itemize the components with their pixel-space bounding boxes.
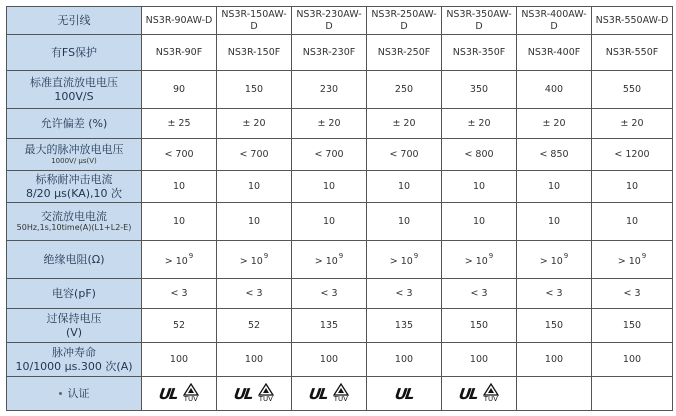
cell: 100 <box>367 343 442 377</box>
cell: 135 <box>367 309 442 343</box>
row-model-fs <box>7 35 673 71</box>
cell <box>292 241 367 279</box>
cell: 10 <box>292 171 367 203</box>
row-impulse-current <box>7 171 673 203</box>
cert-cell <box>142 377 217 411</box>
row-impulse-voltage <box>7 139 673 171</box>
exponent: 9 <box>563 251 569 260</box>
cell: 10 <box>217 203 292 241</box>
cell: 100 <box>517 343 592 377</box>
row-model-no-lead <box>7 7 673 35</box>
cell: ± 20 <box>442 109 517 139</box>
cell: < 3 <box>442 279 517 309</box>
cell: NS3R-150F <box>217 35 292 71</box>
cell: 10 <box>442 203 517 241</box>
cell: ± 20 <box>592 109 673 139</box>
tuv-label: TÜV <box>183 395 198 404</box>
cell: 135 <box>292 309 367 343</box>
cell: NS3R-550AW-D <box>592 7 673 35</box>
cert-cell <box>292 377 367 411</box>
cell: 10 <box>367 203 442 241</box>
cell: < 3 <box>292 279 367 309</box>
row-insulation <box>7 241 673 279</box>
cell: 350 <box>442 71 517 109</box>
cell: 10 <box>292 203 367 241</box>
cell-value: > 10 <box>314 255 338 267</box>
cell: NS3R-400AW-D <box>517 7 592 35</box>
cell: < 700 <box>142 139 217 171</box>
cell: 52 <box>217 309 292 343</box>
row-label-line2: (V) <box>65 325 83 339</box>
row-label-line1: 过保持电压 <box>46 311 102 325</box>
cell: < 3 <box>517 279 592 309</box>
cell: NS3R-550F <box>592 35 673 71</box>
exponent: 9 <box>263 251 269 260</box>
cell: NS3R-250AW-D <box>367 7 442 35</box>
ul-logo-icon: UL <box>232 384 254 403</box>
cell: ± 20 <box>292 109 367 139</box>
exponent: 9 <box>338 251 344 260</box>
cell: < 700 <box>217 139 292 171</box>
cell: < 3 <box>367 279 442 309</box>
tuv-logo-icon <box>333 383 349 404</box>
row-label: 电容(pF) <box>7 279 142 309</box>
row-label <box>7 309 142 343</box>
row-ac-current <box>7 203 673 241</box>
cell: 10 <box>217 171 292 203</box>
exponent: 9 <box>488 251 494 260</box>
ul-logo-icon: UL <box>393 384 415 403</box>
row-dc-voltage <box>7 71 673 109</box>
row-capacitance <box>7 279 673 309</box>
cell: 10 <box>592 203 673 241</box>
tuv-label: TÜV <box>258 395 273 404</box>
row-label <box>7 343 142 377</box>
row-impulse-life <box>7 343 673 377</box>
cell: 100 <box>592 343 673 377</box>
tuv-logo-icon <box>258 383 274 404</box>
cell: NS3R-400F <box>517 35 592 71</box>
ul-logo-icon: UL <box>307 384 329 403</box>
row-label-line1: 标称耐冲击电流 <box>35 172 113 186</box>
cell: 10 <box>517 203 592 241</box>
cell <box>217 241 292 279</box>
row-holdover-voltage <box>7 309 673 343</box>
row-label <box>7 171 142 203</box>
cell: ± 25 <box>142 109 217 139</box>
cell: 10 <box>442 171 517 203</box>
cell: < 850 <box>517 139 592 171</box>
cell: 230 <box>292 71 367 109</box>
row-label: 无引线 <box>7 7 142 35</box>
spec-table <box>6 6 673 411</box>
row-label-line1: 标准直流放电电压 <box>30 75 118 89</box>
cell: NS3R-150AW-D <box>217 7 292 35</box>
ul-logo-icon: UL <box>457 384 479 403</box>
row-label-line2: 8/20 μs(KA),10 次 <box>25 186 123 200</box>
row-label: 允许偏差 (%) <box>7 109 142 139</box>
row-tolerance <box>7 109 673 139</box>
cell: < 3 <box>142 279 217 309</box>
row-label <box>7 139 142 171</box>
cell: 150 <box>592 309 673 343</box>
row-label-line1: 交流放电电流 <box>41 209 107 223</box>
row-label: 有FS保护 <box>7 35 142 71</box>
cell: 150 <box>517 309 592 343</box>
row-certification <box>7 377 673 411</box>
exponent: 9 <box>641 251 647 260</box>
cell <box>142 241 217 279</box>
cell: NS3R-230AW-D <box>292 7 367 35</box>
row-label-line1: 最大的脉冲放电电压 <box>24 143 124 157</box>
cell <box>367 241 442 279</box>
cell: 100 <box>442 343 517 377</box>
cell: 550 <box>592 71 673 109</box>
bullet-icon <box>59 392 62 395</box>
cell: 10 <box>142 171 217 203</box>
exponent: 9 <box>188 251 194 260</box>
row-label: 绝缘电阻(Ω) <box>7 241 142 279</box>
cell: < 3 <box>592 279 673 309</box>
row-label-line1: 脉冲寿命 <box>52 345 96 359</box>
row-label <box>7 203 142 241</box>
ul-logo-icon: UL <box>157 384 179 403</box>
cell: 100 <box>292 343 367 377</box>
tuv-label: TÜV <box>333 395 348 404</box>
cell: 400 <box>517 71 592 109</box>
row-label-line2: 50Hz,1s,10time(A)(L1+L2-E) <box>16 223 132 233</box>
cell: 52 <box>142 309 217 343</box>
cell-value: > 10 <box>389 255 413 267</box>
cell: NS3R-350F <box>442 35 517 71</box>
cell: 150 <box>442 309 517 343</box>
cell: 10 <box>592 171 673 203</box>
row-label-line2: 10/1000 μs.300 次(A) <box>15 359 133 373</box>
cell-value: > 10 <box>239 255 263 267</box>
cert-cell <box>592 377 673 411</box>
row-label-line2: 100V/S <box>54 89 94 103</box>
cert-cell <box>442 377 517 411</box>
cert-cell <box>217 377 292 411</box>
tuv-label: TÜV <box>483 395 498 404</box>
cell: 100 <box>217 343 292 377</box>
cell: 90 <box>142 71 217 109</box>
cell-value: > 10 <box>617 255 641 267</box>
cell: 100 <box>142 343 217 377</box>
cell-value: > 10 <box>464 255 488 267</box>
cell <box>592 241 673 279</box>
row-label <box>7 377 142 411</box>
cert-cell <box>367 377 442 411</box>
cell <box>517 241 592 279</box>
cell: NS3R-90F <box>142 35 217 71</box>
cell: NS3R-350AW-D <box>442 7 517 35</box>
cell: 150 <box>217 71 292 109</box>
cell: 250 <box>367 71 442 109</box>
cell: < 3 <box>217 279 292 309</box>
row-label-text: 认证 <box>67 386 90 400</box>
cell: ± 20 <box>367 109 442 139</box>
cell: NS3R-250F <box>367 35 442 71</box>
cell: 10 <box>517 171 592 203</box>
row-label-line2: 1000V/ μs(V) <box>51 157 97 165</box>
exponent: 9 <box>413 251 419 260</box>
cell: < 700 <box>367 139 442 171</box>
cell-value: > 10 <box>164 255 188 267</box>
cell: 10 <box>367 171 442 203</box>
tuv-logo-icon <box>483 383 499 404</box>
cell: < 800 <box>442 139 517 171</box>
cell: ± 20 <box>217 109 292 139</box>
cell-value: > 10 <box>539 255 563 267</box>
cell: < 700 <box>292 139 367 171</box>
cell: NS3R-230F <box>292 35 367 71</box>
tuv-logo-icon <box>183 383 199 404</box>
cert-cell <box>517 377 592 411</box>
cell: 10 <box>142 203 217 241</box>
cell <box>442 241 517 279</box>
cell: NS3R-90AW-D <box>142 7 217 35</box>
row-label <box>7 71 142 109</box>
cell: ± 20 <box>517 109 592 139</box>
cell: < 1200 <box>592 139 673 171</box>
